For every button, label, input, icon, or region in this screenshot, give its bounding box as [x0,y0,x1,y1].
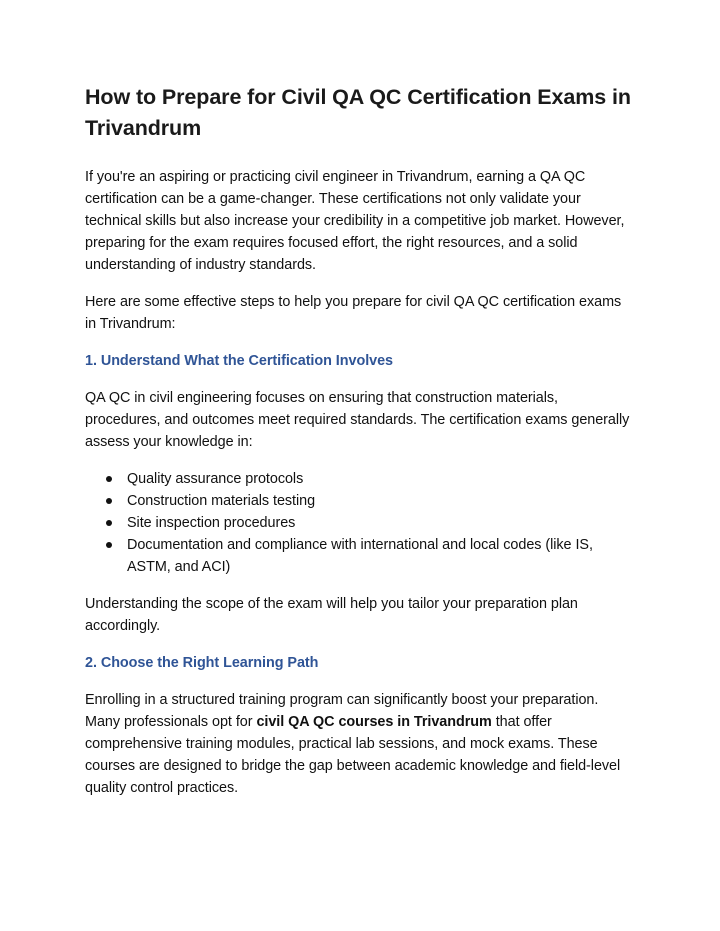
section-2-paragraph [85,689,634,799]
bullet-icon [106,498,112,504]
section-2-bold-phrase: civil QA QC courses in Trivandrum [256,714,492,730]
list-item [127,468,634,490]
list-item-text: Documentation and compliance with international and local codes (like IS, ASTM, and ACI) [127,537,593,575]
section-2-text-after: that offer comprehensive training modules, practical lab sessions, and mock exams. These courses are designed to bridge the gap between academic knowledge and field-level quality control practices. [85,714,621,796]
document-title: How to Prepare for Civil QA QC Certification Exams in Trivandrum [85,85,631,140]
section-1-bullet-list [85,468,634,578]
list-item-text: Site inspection procedures [127,515,296,531]
list-item-text: Quality assurance protocols [127,471,304,487]
steps-intro-paragraph: Here are some effective steps to help you prepare for civil QA QC certification exams in Trivandrum: [85,294,622,332]
list-item [127,512,634,534]
section-2-text-before: Enrolling in a structured training program can significantly boost your preparation. Many professionals opt for [85,692,599,730]
section-1-paragraph: QA QC in civil engineering focuses on ensuring that construction materials, procedures, and outcomes meet required standards. The certification exams generally assess your knowledge in: [85,390,630,450]
bullet-icon [106,476,112,482]
list-item-text: Construction materials testing [127,493,316,509]
section-2-heading: 2. Choose the Right Learning Path [85,655,319,671]
section-1-heading: 1. Understand What the Certification Involves [85,353,393,369]
bullet-icon [106,542,112,548]
list-item [127,534,634,578]
bullet-icon [106,520,112,526]
list-item [127,490,634,512]
section-1-closing-paragraph: Understanding the scope of the exam will help you tailor your preparation plan accordingly. [85,596,578,634]
intro-paragraph: If you're an aspiring or practicing civil engineer in Trivandrum, earning a QA QC certification can be a game-changer. These certifications not only validate your technical skills but also increase your credibility in a competitive job market. However, preparing for the exam requires focused effort, the right resources, and a solid understanding of industry standards. [85,169,625,273]
